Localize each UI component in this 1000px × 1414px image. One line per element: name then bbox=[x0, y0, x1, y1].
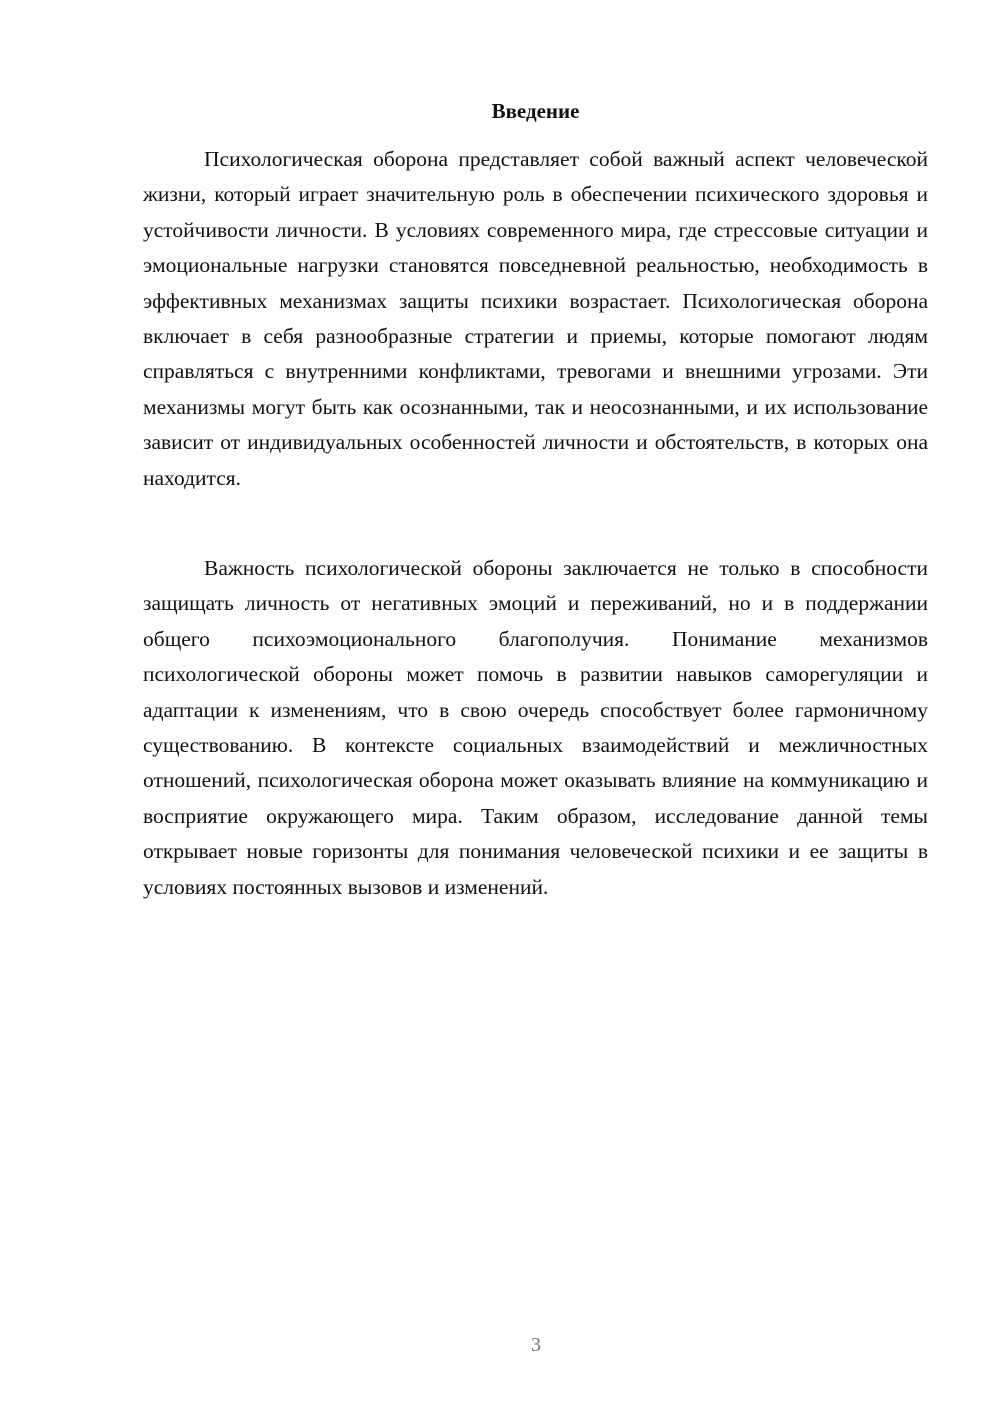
paragraph-2: Важность психологической обороны заключается не только в способности защищать личность от негативных эмоций и переживаний, но и в поддержании общего психоэмоционального благополучия. Понимание механизмов психологической обороны может помочь в развитии навыков саморегуляции и адаптации к изменениям, что в свою очередь способствует более гармоничному существованию. В контексте социальных взаимодействий и межличностных отношений, психологическая оборона может оказывать влияние на коммуникацию и восприятие окружающего мира. Таким образом, исследование данной темы открывает новые горизонты для понимания человеческой психики и ее защиты в условиях постоянных вызовов и изменений. bbox=[143, 556, 928, 899]
page-number: 3 bbox=[531, 1334, 541, 1356]
section-title: Введение bbox=[491, 99, 580, 123]
paragraph-1: Психологическая оборона представляет собой важный аспект человеческой жизни, который играет значительную роль в обеспечении психического здоровья и устойчивости личности. В условиях современного мира, где стрессовые ситуации и эмоциональные нагрузки становятся повседневной реальностью, необходимость в эффективных механизмах защиты психики возрастает. Психологическая оборона включает в себя разнообразные стратегии и приемы, которые помогают людям справляться с внутренними конфликтами, тревогами и внешними угрозами. Эти механизмы могут быть как осознанными, так и неосознанными, и их использование зависит от индивидуальных особенностей личности и обстоятельств, в которых она находится. bbox=[143, 147, 928, 490]
